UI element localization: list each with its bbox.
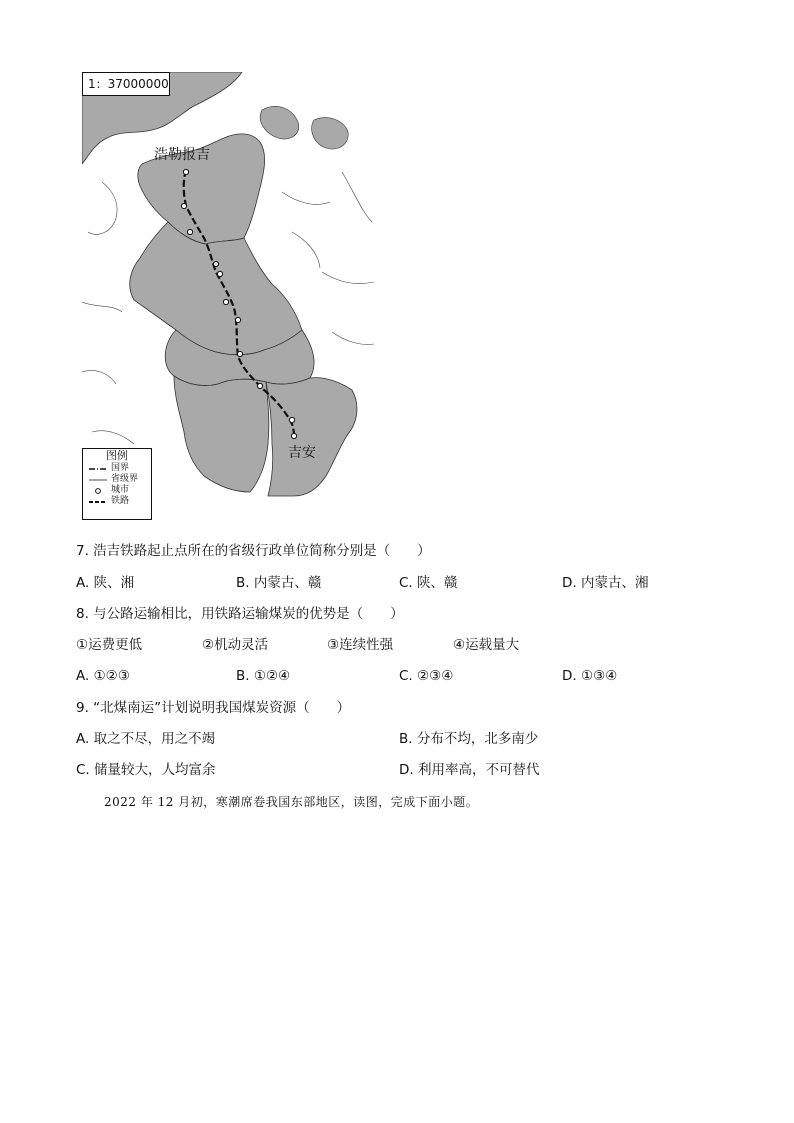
question-8-item-3: ③连续性强 xyxy=(327,637,394,653)
question-7-option-a[interactable]: A. 陕、湘 xyxy=(76,575,135,591)
question-8-option-d[interactable]: D. ①③④ xyxy=(562,668,618,684)
question-8-item-4: ④运载量大 xyxy=(453,637,520,653)
legend-title: 图例 xyxy=(106,449,128,462)
question-9-option-d[interactable]: D. 利用率高，不可替代 xyxy=(399,762,540,778)
question-8-option-a[interactable]: A. ①②③ xyxy=(76,668,130,684)
end-city-label: 吉安 xyxy=(288,445,316,461)
province-border-symbol xyxy=(89,477,107,483)
question-8-option-c[interactable]: C. ②③④ xyxy=(399,668,454,684)
start-city-label: 浩勒报吉 xyxy=(154,147,210,163)
city-symbol xyxy=(89,487,107,495)
question-7-stem: 7. 浩吉铁路起止点所在的省级行政单位简称分别是（ ） xyxy=(76,543,431,559)
legend-item-railway: 铁路 xyxy=(83,496,151,507)
question-9-option-a[interactable]: A. 取之不尽，用之不竭 xyxy=(76,731,216,747)
question-7-option-b[interactable]: B. 内蒙古、赣 xyxy=(236,575,322,591)
next-section-intro: 2022 年 12 月初，寒潮席卷我国东部地区，读图，完成下面小题。 xyxy=(104,795,479,809)
map-legend xyxy=(82,448,152,520)
legend-item-province: 省级界 xyxy=(83,474,151,485)
scale-text: 1：37000000 xyxy=(88,77,169,91)
legend-item-border: 国界 xyxy=(83,463,151,474)
railway-symbol xyxy=(89,499,107,505)
question-8-stem: 8. 与公路运输相比，用铁路运输煤炭的优势是（ ） xyxy=(76,606,404,622)
question-7-option-c[interactable]: C. 陕、赣 xyxy=(399,575,458,591)
scale-box xyxy=(82,72,170,96)
railway-map xyxy=(82,72,374,520)
question-9-option-b[interactable]: B. 分布不均，北多南少 xyxy=(399,731,539,747)
question-8-item-1: ①运费更低 xyxy=(76,637,143,653)
question-7-option-d[interactable]: D. 内蒙古、湘 xyxy=(562,575,649,591)
national-border-symbol xyxy=(89,466,107,472)
question-9-stem: 9. “北煤南运”计划说明我国煤炭资源（ ） xyxy=(76,700,351,716)
legend-item-city: 城市 xyxy=(83,485,151,496)
question-9-option-c[interactable]: C. 储量较大，人均富余 xyxy=(76,762,216,778)
question-8-item-2: ②机动灵活 xyxy=(202,637,269,653)
question-8-option-b[interactable]: B. ①②④ xyxy=(236,668,291,684)
